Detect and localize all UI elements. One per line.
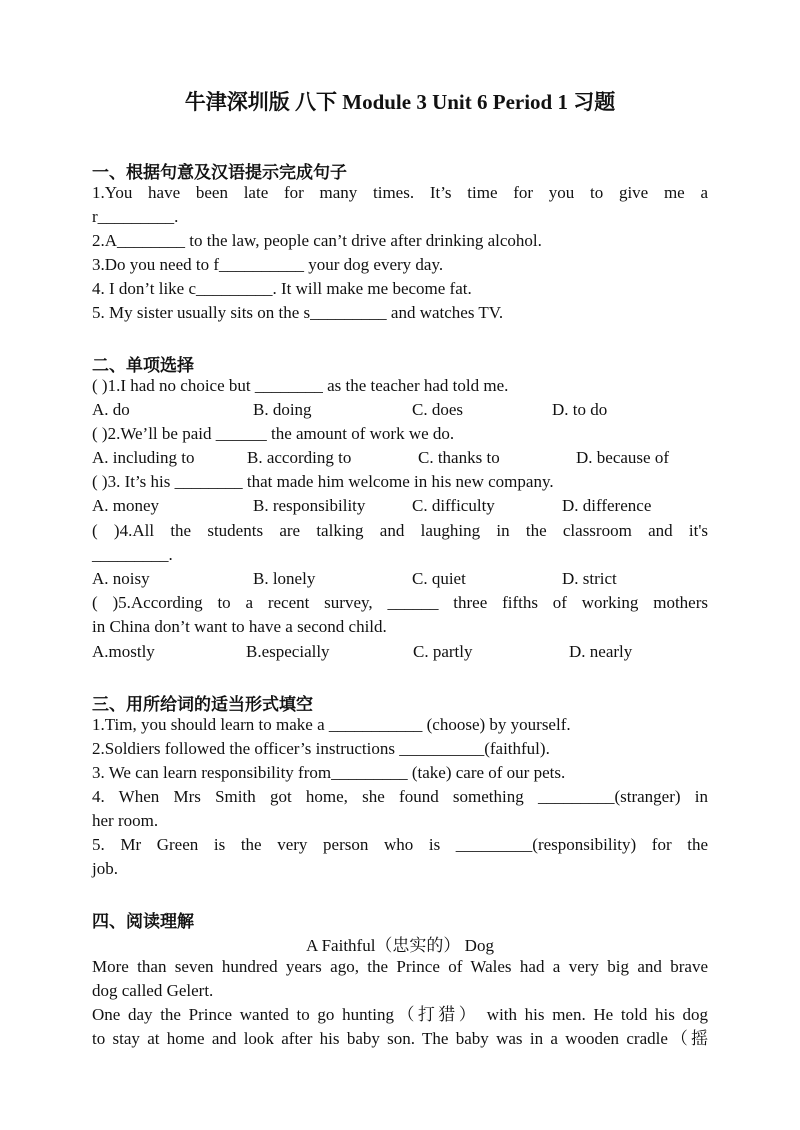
q5-option-d: D. nearly — [569, 642, 633, 661]
section3-heading: 三、用所给词的适当形式填空 — [92, 695, 313, 715]
passage-line-1: More than seven hundred years ago, the Prince of Wales had a very big and brave — [92, 957, 708, 976]
q3-option-b: B. responsibility — [253, 496, 366, 515]
s3-line-2: 2.Soldiers followed the officer’s instructions __________(faithful). — [92, 739, 550, 758]
s3-line-3: 3. We can learn responsibility from_________ (take) care of our pets. — [92, 763, 566, 782]
q2-option-d: D. because of — [576, 448, 669, 467]
q2-option-c: C. thanks to — [418, 448, 500, 467]
q3-options — [92, 494, 708, 518]
s1-line-4: 3.Do you need to f__________ your dog every day. — [92, 255, 444, 274]
s3-line-7: job. — [92, 859, 118, 878]
s1-line-6: 5. My sister usually sits on the s_________ and watches TV. — [92, 303, 504, 322]
q5-option-b: B.especially — [246, 642, 330, 661]
q1-option-d: D. to do — [552, 400, 608, 419]
q2-options — [92, 446, 708, 470]
s3-line-5: her room. — [92, 811, 159, 830]
q3-option-a: A. money — [92, 496, 160, 515]
q2-option-b: B. according to — [247, 448, 352, 467]
q4-option-a: A. noisy — [92, 569, 150, 588]
q5-option-c: C. partly — [413, 642, 473, 661]
section1-heading: 一、根据句意及汉语提示完成句子 — [92, 163, 347, 183]
q5-options — [92, 640, 708, 664]
q2-stem: ( )2.We’ll be paid ______ the amount of work we do. — [92, 424, 455, 443]
s3-line-6: 5. Mr Green is the very person who is _________(responsibility) for the — [92, 835, 708, 854]
q2-option-a: A. including to — [92, 448, 195, 467]
q3-option-c: C. difficulty — [412, 496, 495, 515]
s1-line-1: 1.You have been late for many times. It’s time for you to give me a — [92, 183, 708, 202]
passage-line-2: dog called Gelert. — [92, 981, 214, 1000]
passage-line-4: to stay at home and look after his baby son. The baby was in a wooden cradle（摇 — [92, 1029, 708, 1048]
q5-option-a: A.mostly — [92, 642, 155, 661]
page-title: 牛津深圳版 八下 Module 3 Unit 6 Period 1 习题 — [184, 90, 616, 114]
q1-options — [92, 398, 708, 422]
section2-heading: 二、单项选择 — [92, 356, 194, 376]
s1-line-2: r_________. — [92, 207, 179, 226]
q1-option-b: B. doing — [253, 400, 312, 419]
q4-options — [92, 567, 708, 591]
s3-line-1: 1.Tim, you should learn to make a ___________ (choose) by yourself. — [92, 715, 571, 734]
q5-stem-line-1: ( )5.According to a recent survey, ______ three fifths of working mothers — [92, 593, 708, 612]
s1-line-3: 2.A________ to the law, people can’t drive after drinking alcohol. — [92, 231, 542, 250]
s1-line-5: 4. I don’t like c_________. It will make me become fat. — [92, 279, 472, 298]
q3-option-d: D. difference — [562, 496, 652, 515]
q4-stem-line-2: _________. — [92, 545, 173, 564]
q4-option-d: D. strict — [562, 569, 617, 588]
passage-line-3: One day the Prince wanted to go hunting（打猎） with his men. He told his dog — [92, 1005, 708, 1024]
q1-option-c: C. does — [412, 400, 463, 419]
passage-title: A Faithful（忠实的） Dog — [306, 936, 494, 955]
q3-stem: ( )3. It’s his ________ that made him welcome in his new company. — [92, 472, 554, 491]
q4-option-c: C. quiet — [412, 569, 466, 588]
q4-option-b: B. lonely — [253, 569, 316, 588]
s3-line-4: 4. When Mrs Smith got home, she found something _________(stranger) in — [92, 787, 708, 806]
q4-stem-line-1: ( )4.All the students are talking and laughing in the classroom and it's — [92, 521, 708, 540]
section4-heading: 四、阅读理解 — [92, 912, 194, 932]
q5-stem-line-2: in China don’t want to have a second child. — [92, 617, 387, 636]
q1-stem: ( )1.I had no choice but ________ as the teacher had told me. — [92, 376, 509, 395]
q1-option-a: A. do — [92, 400, 130, 419]
